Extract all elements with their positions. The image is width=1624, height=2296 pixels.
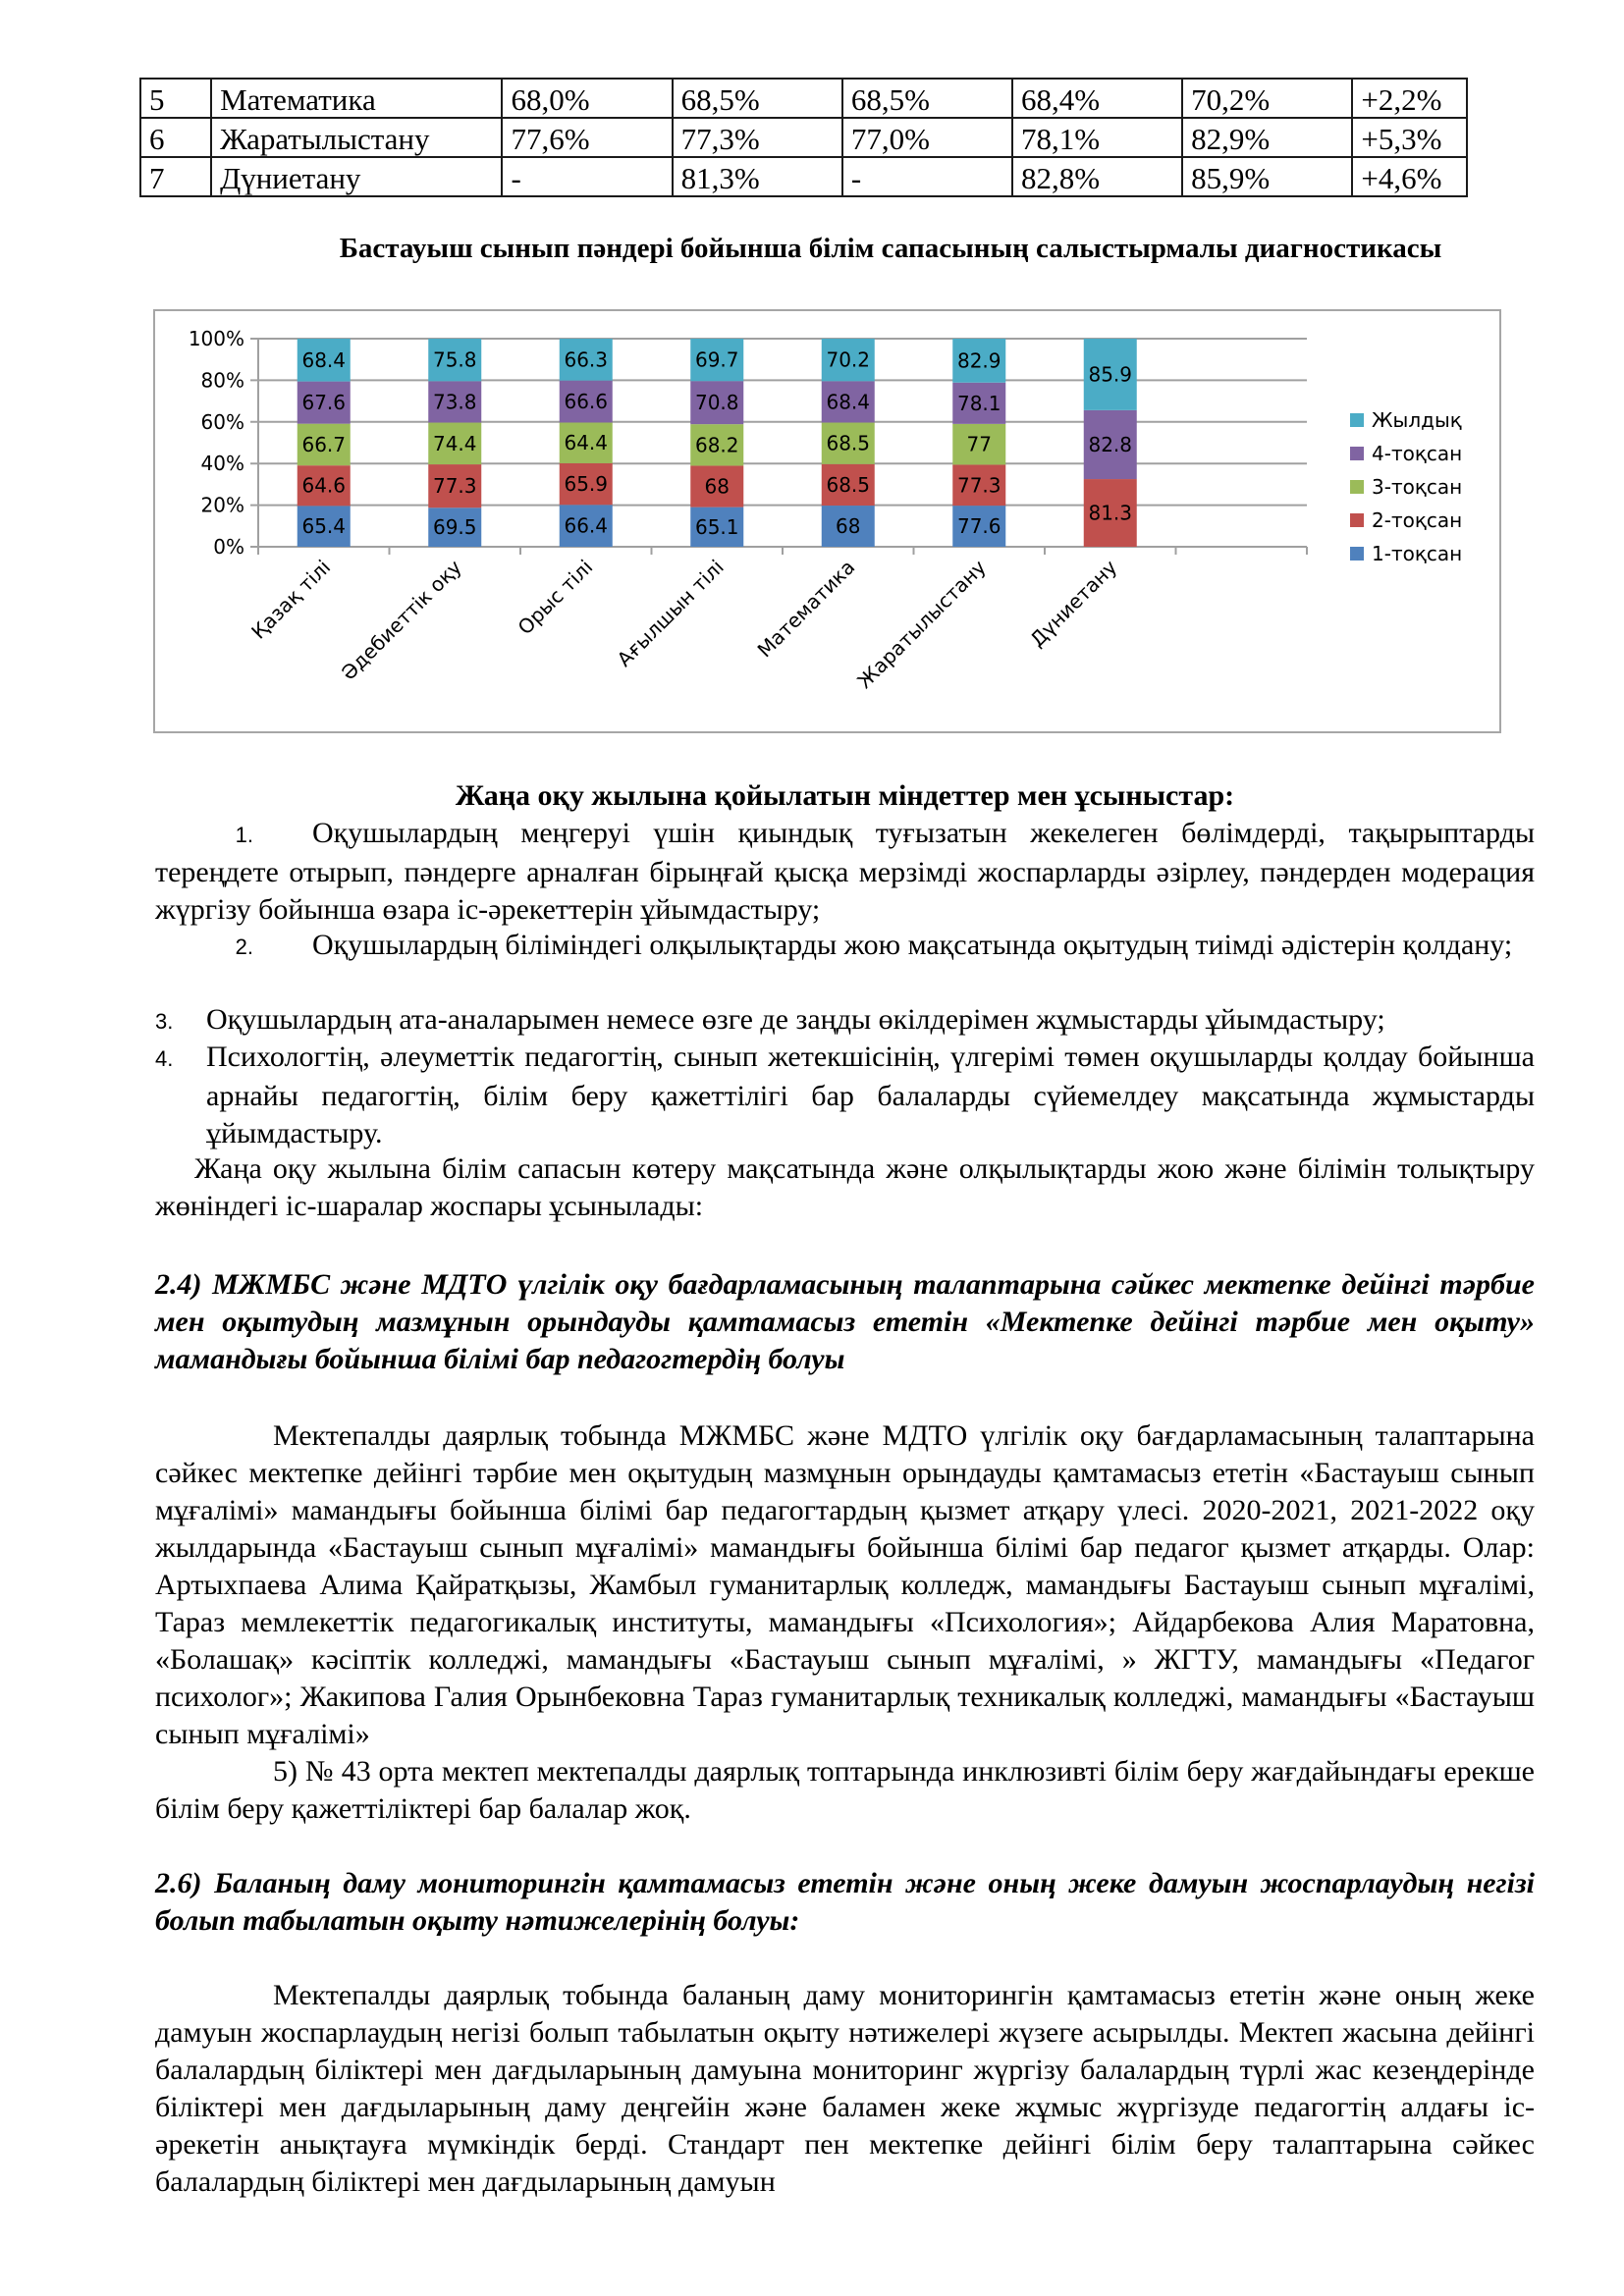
bar-segment-label: 66.7 xyxy=(301,432,347,456)
legend-swatch xyxy=(1350,480,1364,494)
value-cell: 82,8% xyxy=(1012,157,1182,196)
bar-segment-label: 70.2 xyxy=(826,347,871,372)
x-category-label: Әдебиеттік оқу xyxy=(336,555,466,685)
row-number-cell: 6 xyxy=(140,118,211,157)
legend-label: 3-тоқсан xyxy=(1372,475,1463,499)
bar-segment-label: 77.3 xyxy=(956,473,1001,498)
value-cell: - xyxy=(502,157,672,196)
bar-segment-label: 68.4 xyxy=(826,390,871,414)
bar-segment-label: 82.9 xyxy=(956,348,1001,373)
bar-segment-label: 68 xyxy=(704,474,730,499)
value-cell: 85,9% xyxy=(1182,157,1352,196)
bar-segment-label: 82.8 xyxy=(1088,432,1133,456)
task-item-4 xyxy=(155,1039,1535,1152)
task-number: 1. xyxy=(235,823,253,847)
y-tick-label: 0% xyxy=(213,535,244,559)
bar-segment-label: 68.4 xyxy=(301,347,347,372)
bar-segment-label: 85.9 xyxy=(1088,362,1133,387)
bar-segment-label: 68.5 xyxy=(826,431,871,455)
x-category-label: Жаратылыстану xyxy=(852,555,991,693)
value-cell: 68,5% xyxy=(842,79,1012,118)
bar-segment-label: 64.6 xyxy=(301,473,347,498)
tasks-heading: Жаңа оқу жылына қойылатын міндеттер мен ұсыныстар: xyxy=(455,779,1235,812)
bar-segment-label: 66.6 xyxy=(564,390,609,414)
section-2-4-paragraph: Мектепалды даярлық тобында МЖМБС және МДТО үлгілік оқу бағдарламасының талаптарына сәйкес мектепке дейінгі тәрбие мен оқытудың мазмұнын орындауды қамтамасыз ететін «Бастауыш сынып мұғалімі» мамандығы бойынша білімі бар педагогтардың қызмет атқару үлесі. 2020-2021, 2021-2022 оқу жылдарында «Бастауыш сынып мұғалімі» мамандығы бойынша білімі бар педагог қызмет атқарды. Олар: Артыхпаева Алима Қайратқызы, Жамбыл гуманитарлық колледж, мамандығы Бастауыш сынып мұғалімі, Тараз мемлекеттік педагогикалық институты, мамандығы «Психология»; Айдарбекова Алия Маратовна, «Болашақ» кәсіптік колледжі, мамандығы «Бастауыш сынып мұғалімі, » ЖГТУ, мамандығы «Педагог психолог»; Жакипова Галия Орынбековна Тараз гуманитарлық техникалық колледжі, мамандығы «Бастауыш сынып мұғалімі» xyxy=(155,1419,1535,1750)
legend-label: 2-тоқсан xyxy=(1372,508,1463,532)
bar-segment-label: 68.2 xyxy=(694,433,739,457)
bar-segment-label: 67.6 xyxy=(301,391,347,415)
x-category-label: Математика xyxy=(752,555,860,663)
value-cell: 81,3% xyxy=(673,157,842,196)
bar-segment-label: 73.8 xyxy=(432,390,477,414)
subject-cell: Математика xyxy=(211,79,502,118)
x-category-label: Ағылшын тілі xyxy=(612,555,729,671)
subject-cell: Дүниетану xyxy=(211,157,502,196)
task-item-2 xyxy=(155,927,1535,966)
bar-segment-label: 78.1 xyxy=(956,391,1001,415)
y-tick-label: 60% xyxy=(200,409,244,434)
value-cell: 68,0% xyxy=(502,79,672,118)
section-2-4-note: 5) № 43 орта мектеп мектепалды даярлық топтарында инклюзивті білім беру жағдайындағы ерекше білім беру қажеттіліктері бар балалар жоқ. xyxy=(155,1755,1535,1825)
task-text: Оқушылардың меңгеруі үшін қиындық туғызатын жекелеген бөлімдерді, тақырыптарды тереңдете отырып, пәндерге арналған бірыңғай қысқа мерзімді жоспарларды әзірлеу, пәндерден модерация жүргізу бойынша өзара іс-әрекеттерін ұйымдастыру; xyxy=(155,817,1535,926)
bar-segment-label: 68 xyxy=(836,514,861,539)
y-tick-label: 20% xyxy=(200,493,244,517)
value-cell: 77,0% xyxy=(842,118,1012,157)
bar-segment-label: 70.8 xyxy=(694,391,739,415)
delta-cell: +2,2% xyxy=(1352,79,1467,118)
y-tick-label: 80% xyxy=(200,368,244,393)
legend-label: 4-тоқсан xyxy=(1372,442,1463,465)
value-cell: 77,6% xyxy=(502,118,672,157)
grade-table xyxy=(139,78,1468,197)
x-category-label: Дүниетану xyxy=(1025,555,1122,652)
value-cell: 68,5% xyxy=(673,79,842,118)
bar-segment-label: 68.5 xyxy=(826,472,871,497)
task-text: Оқушылардың ата-аналарымен немесе өзге де заңды өкілдерімен жұмыстарды ұйымдастыру; xyxy=(206,1003,1385,1036)
chart-title: Бастауыш сынып пәндері бойынша білім сапасының салыстырмалы диагностикасы xyxy=(339,233,1442,264)
bar-segment-label: 66.4 xyxy=(564,513,609,538)
legend-swatch xyxy=(1350,547,1364,561)
value-cell: 78,1% xyxy=(1012,118,1182,157)
section-2-6-paragraph: Мектепалды даярлық тобында баланың даму мониторингін қамтамасыз ететін және оның жеке дамуын жоспарлаудың негізі болып табылатын оқыту нәтижелері жүзеге асырылды. Мектеп жасына дейінгі балалардың біліктері мен дағдыларының дамуына мониторинг жүргізу балалардың түрлі жас кезеңдерінде біліктері мен дағдыларының даму деңгейін және баламен жеке жұмыс жүргізуде педагогтің алдағы іс-әрекетін анықтауға мүмкіндік берді. Стандарт пен мектепке дейінгі білім беру талаптарына сәйкес балалардың біліктері мен дағдыларының дамуын xyxy=(155,1979,1535,2198)
bar-segment-label: 77.3 xyxy=(432,474,477,499)
value-cell: 77,3% xyxy=(673,118,842,157)
value-cell: 68,4% xyxy=(1012,79,1182,118)
bar-segment-label: 69.7 xyxy=(694,347,739,372)
task-item-3 xyxy=(155,1001,1535,1041)
x-category-label: Қазақ тілі xyxy=(246,555,336,644)
bar-segment-label: 74.4 xyxy=(432,431,477,455)
bar-segment-label: 65.1 xyxy=(694,514,739,539)
delta-cell: +5,3% xyxy=(1352,118,1467,157)
task-text: Психологтің, әлеуметтік педагогтің, сынып жетекшісінің, үлгерімі төмен оқушыларды қолдау бойынша арнайы педагогтің, білім беру қажеттілігі бар балаларды сүйемелдеу мақсатында жұмыстарды ұйымдастыру. xyxy=(206,1041,1535,1149)
y-tick-label: 40% xyxy=(200,452,244,476)
value-cell: - xyxy=(842,157,1012,196)
row-number-cell: 7 xyxy=(140,157,211,196)
legend-swatch xyxy=(1350,413,1364,427)
delta-cell: +4,6% xyxy=(1352,157,1467,196)
section-2-4-heading: 2.4) МЖМБС және МДТО үлгілік оқу бағдарламасының талаптарына сәйкес мектепке дейінгі тәрбие мен оқытудың мазмұнын орындауды қамтамасыз ететін «Мектепке дейінгі тәрбие мен оқыту» мамандығы бойынша білімі бар педагогтердің болуы xyxy=(155,1268,1535,1375)
task-number: 2. xyxy=(235,934,253,959)
table-row xyxy=(140,157,1467,196)
table-row xyxy=(140,79,1467,118)
bar-segment-label: 81.3 xyxy=(1088,501,1133,525)
value-cell: 82,9% xyxy=(1182,118,1352,157)
legend-label: Жылдық xyxy=(1372,408,1462,432)
stacked-bar-chart xyxy=(155,311,1499,731)
legend-swatch xyxy=(1350,447,1364,460)
tasks-closing: Жаңа оқу жылына білім сапасын көтеру мақсатында және олқылықтарды жою және білімін толықтыру жөніндегі іс-шаралар жоспары ұсынылады: xyxy=(155,1152,1535,1222)
y-tick-label: 100% xyxy=(188,327,244,350)
bar-segment-label: 65.4 xyxy=(301,514,347,539)
grade-table-body xyxy=(140,79,1467,196)
bar-segment-label: 77.6 xyxy=(956,514,1001,539)
bar-segment-label: 77 xyxy=(966,432,992,456)
task-item-1 xyxy=(155,815,1535,929)
row-number-cell: 5 xyxy=(140,79,211,118)
task-number: 4. xyxy=(155,1046,174,1071)
chart-frame xyxy=(153,309,1501,733)
section-2-6-heading: 2.6) Баланың даму мониторингін қамтамасыз ететін және оның жеке дамуын жоспарлаудың негізі болып табылатын оқыту нәтижелерінің болуы: xyxy=(155,1867,1535,1937)
bar-segment-label: 75.8 xyxy=(432,347,477,372)
value-cell: 70,2% xyxy=(1182,79,1352,118)
task-text: Оқушылардың біліміндегі олқылықтарды жою мақсатында оқытудың тиімді әдістерін қолдану; xyxy=(312,929,1513,961)
task-number: 3. xyxy=(155,1009,174,1034)
x-category-label: Орыс тілі xyxy=(513,555,598,640)
bar-segment-label: 69.5 xyxy=(432,515,477,540)
bar-segment-label: 66.3 xyxy=(564,347,609,372)
bar-segment-label: 65.9 xyxy=(564,472,609,497)
bar-segment-label: 64.4 xyxy=(564,431,609,455)
legend-label: 1-тоқсан xyxy=(1372,542,1463,565)
table-row xyxy=(140,118,1467,157)
legend-swatch xyxy=(1350,513,1364,527)
subject-cell: Жаратылыстану xyxy=(211,118,502,157)
